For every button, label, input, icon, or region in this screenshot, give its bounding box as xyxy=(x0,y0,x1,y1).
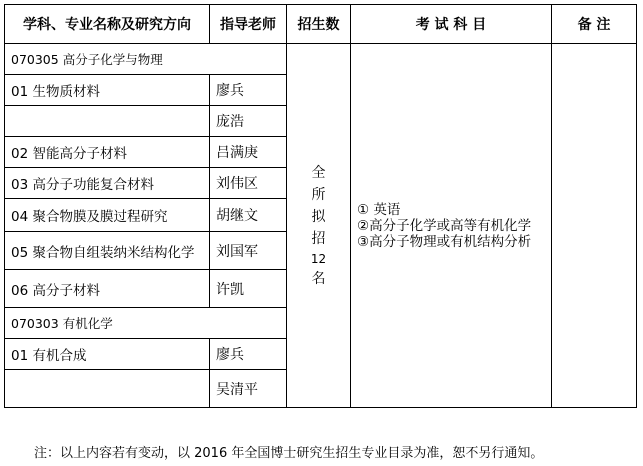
tutor-cell: 刘国军 xyxy=(210,232,287,270)
quota-text xyxy=(293,162,344,290)
table-row xyxy=(5,44,637,75)
footnote: 注：以上内容若有变动，以 2016 年全国博士研究生招生专业目录为准，恕不另行通知。 xyxy=(34,446,544,461)
major-cell: 02 智能高分子材料 xyxy=(5,137,210,168)
exams-cell xyxy=(351,44,552,408)
tutor-cell: 廖兵 xyxy=(210,75,287,106)
major-cell: 070305 高分子化学与物理 xyxy=(5,44,287,75)
header-exams: 考 试 科 目 xyxy=(351,5,552,44)
header-remarks: 备 注 xyxy=(552,5,637,44)
tutor-cell: 廖兵 xyxy=(210,339,287,370)
quota-char: 全 xyxy=(311,164,326,181)
tutor-cell: 许凯 xyxy=(210,270,287,308)
major-cell: 01 有机合成 xyxy=(5,339,210,370)
major-cell: 05 聚合物自组装纳米结构化学 xyxy=(5,232,210,270)
tutor-cell: 吕满庚 xyxy=(210,137,287,168)
tutor-cell: 吴清平 xyxy=(210,370,287,408)
major-cell: 03 高分子功能复合材料 xyxy=(5,168,210,199)
quota-char: 12 xyxy=(310,251,327,266)
header-tutor: 指导老师 xyxy=(210,5,287,44)
major-cell: 070303 有机化学 xyxy=(5,308,287,339)
header-row xyxy=(5,5,637,44)
major-cell: 04 聚合物膜及膜过程研究 xyxy=(5,199,210,232)
header-quota: 招生数 xyxy=(287,5,351,44)
tutor-cell: 庞浩 xyxy=(210,106,287,137)
quota-char: 名 xyxy=(311,270,326,287)
exam-subject: ① 英语 xyxy=(357,201,401,218)
header-major: 学科、专业名称及研究方向 xyxy=(5,5,210,44)
admission-table xyxy=(4,4,637,408)
major-cell: 06 高分子材料 xyxy=(5,270,210,308)
tutor-cell: 胡继文 xyxy=(210,199,287,232)
exam-subject: ③高分子物理或有机结构分析 xyxy=(357,233,532,250)
exam-subject: ②高分子化学或高等有机化学 xyxy=(357,217,532,234)
quota-char: 拟 xyxy=(311,208,326,225)
tutor-cell: 刘伟区 xyxy=(210,168,287,199)
major-cell: 01 生物质材料 xyxy=(5,75,210,106)
major-cell xyxy=(5,106,210,137)
quota-char: 招 xyxy=(311,230,326,247)
quota-char: 所 xyxy=(311,186,326,203)
major-cell xyxy=(5,370,210,408)
quota-cell xyxy=(287,44,351,408)
remarks-cell xyxy=(552,44,637,408)
